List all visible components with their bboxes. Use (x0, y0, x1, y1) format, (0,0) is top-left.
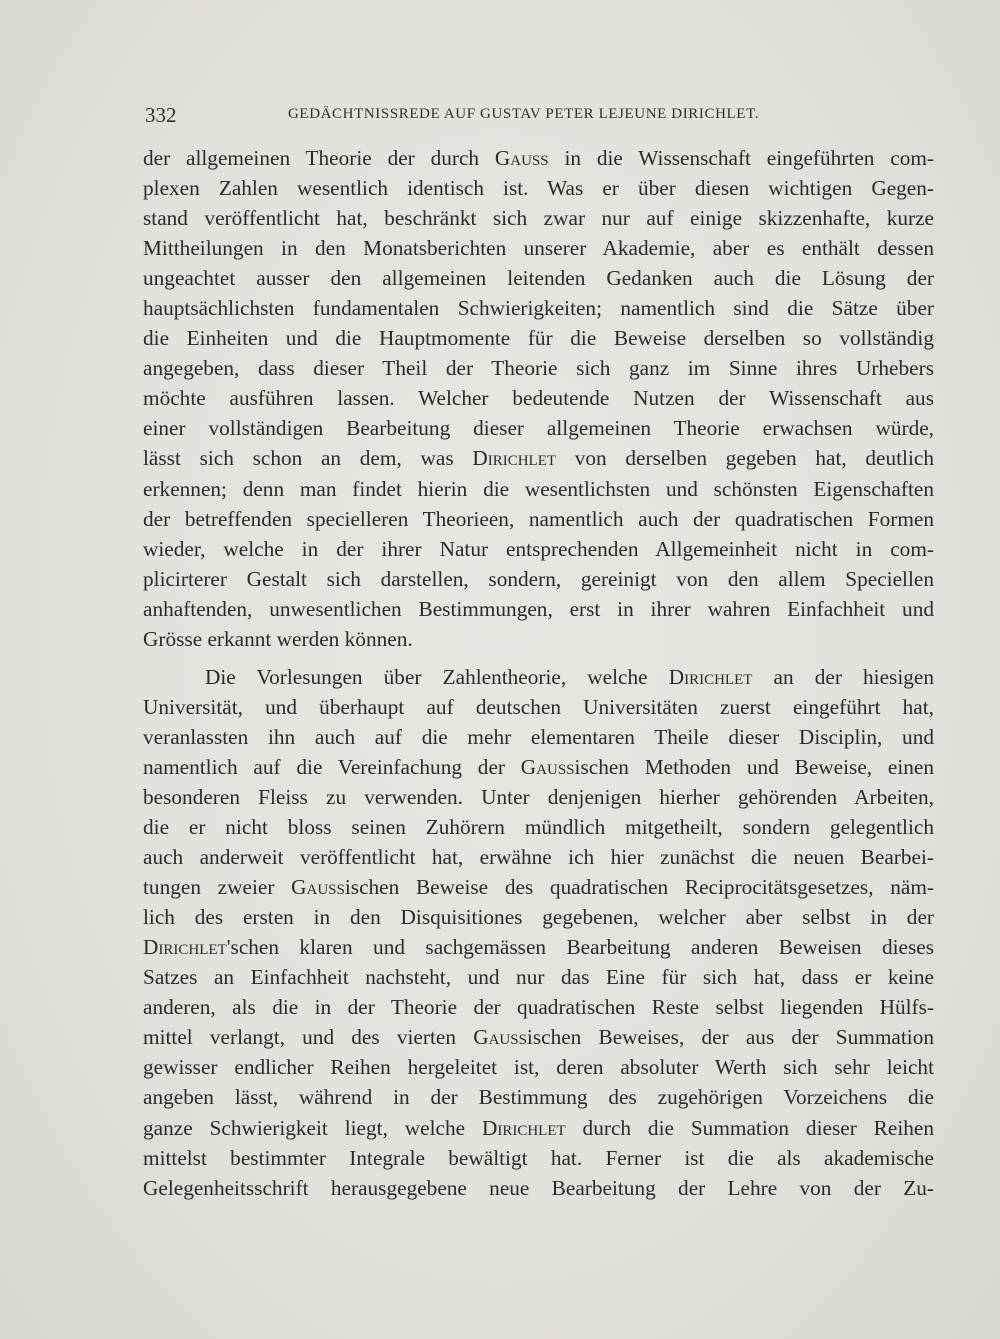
text-line: angeben lässt, während in der Bestimmung des zugehörigen Vorzeichens die (143, 1085, 934, 1110)
text-line: hauptsächlichsten fundamentalen Schwierigkeiten; namentlich sind die Sätze über (143, 296, 934, 321)
small-caps-name: Dirichlet (143, 935, 227, 960)
small-caps-name: Gauss (473, 1025, 527, 1050)
paragraph (143, 662, 934, 1203)
page-number: 332 (145, 103, 177, 127)
paragraph (143, 143, 934, 654)
text-line: der allgemeinen Theorie der durch Gauss in die Wissenschaft eingeführten com- (143, 146, 934, 170)
text-line: Gelegenheitsschrift herausgegebene neue Bearbeitung der Lehre von der Zu- (143, 1175, 934, 1200)
text-line: wieder, welche in der ihrer Natur entsprechenden Allgemeinheit nicht in com- (143, 536, 934, 561)
text-line: angegeben, dass dieser Theil der Theorie sich ganz im Sinne ihres Urhebers (143, 356, 934, 381)
text-line: tungen zweier Gaussischen Beweise des quadratischen Reciprocitätsgesetzes, näm- (143, 875, 934, 900)
text-line: ungeachtet ausser den allgemeinen leitenden Gedanken auch die Lösung der (143, 266, 934, 291)
running-head: GEDÄCHTNISSREDE AUF GUSTAV PETER LEJEUNE DIRICHLET. (288, 106, 760, 122)
text-line: Die Vorlesungen über Zahlentheorie, welche Dirichlet an der hiesigen (205, 664, 934, 689)
text-line: ganze Schwierigkeit liegt, welche Dirichlet durch die Summation dieser Reihen (143, 1115, 934, 1140)
text-line: die er nicht bloss seinen Zuhörern mündlich mitgetheilt, sondern gelegentlich (143, 815, 934, 840)
text-line: Mittheilungen in den Monatsberichten unserer Akademie, aber es enthält dessen (143, 236, 934, 261)
text-line: auch anderweit veröffentlicht hat, erwähne ich hier zunächst die neuen Bearbei- (143, 845, 934, 870)
small-caps-name: Dirichlet (668, 664, 753, 689)
page-header (145, 103, 935, 127)
text-line: lässt sich schon an dem, was Dirichlet von derselben gegeben hat, deutlich (143, 446, 934, 471)
text-line: der betreffenden specielleren Theorieen, namentlich auch der quadratischen Formen (143, 506, 934, 531)
text-line: Grösse erkannt werden können. (143, 626, 413, 651)
text-line: stand veröffentlicht hat, beschränkt sich zwar nur auf einige skizzenhafte, kurze (143, 206, 934, 231)
small-caps-name: Gauss (291, 875, 345, 900)
text-line: mittel verlangt, und des vierten Gaussischen Beweises, der aus der Summation (143, 1025, 934, 1050)
text-line: Dirichlet'schen klaren und sachgemässen Bearbeitung anderen Beweisen dieses (143, 935, 934, 960)
text-line: die Einheiten und die Hauptmomente für die Beweise derselben so vollständig (143, 326, 934, 351)
text-line: gewisser endlicher Reihen hergeleitet ist, deren absoluter Werth sich sehr leicht (143, 1055, 934, 1080)
text-line: Satzes an Einfachheit nachsteht, und nur das Eine für sich hat, dass er keine (143, 965, 934, 990)
text-line: anderen, als die in der Theorie der quadratischen Reste selbst liegenden Hülfs- (143, 995, 934, 1020)
text-line: plicirterer Gestalt sich darstellen, sondern, gereinigt von den allem Speciellen (143, 566, 934, 591)
text-line: Universität, und überhaupt auf deutschen Universitäten zuerst eingeführt hat, (143, 694, 934, 719)
text-line: veranlassten ihn auch auf die mehr elementaren Theile dieser Disciplin, und (143, 724, 934, 749)
small-caps-name: Dirichlet (472, 446, 557, 471)
body-text (143, 143, 934, 1203)
small-caps-name: Gauss (520, 754, 575, 779)
text-line: besonderen Fleiss zu verwenden. Unter denjenigen hierher gehörenden Arbeiten, (143, 784, 934, 809)
text-line: lich des ersten in den Disquisitiones gegebenen, welcher aber selbst in der (143, 905, 934, 930)
paragraph-gap (143, 654, 934, 662)
small-caps-name: Gauss (494, 146, 549, 170)
text-line: erkennen; denn man findet hierin die wesentlichsten und schönsten Eigenschaften (143, 476, 934, 501)
text-line: plexen Zahlen wesentlich identisch ist. Was er über diesen wichtigen Gegen- (143, 176, 934, 201)
text-line: anhaftenden, unwesentlichen Bestimmungen, erst in ihrer wahren Einfachheit und (143, 596, 934, 621)
text-line: mittelst bestimmter Integrale bewältigt hat. Ferner ist die als akademische (143, 1145, 934, 1170)
text-line: namentlich auf die Vereinfachung der Gaussischen Methoden und Beweise, einen (143, 754, 934, 779)
text-line: einer vollständigen Bearbeitung dieser allgemeinen Theorie erwachsen würde, (143, 416, 934, 441)
text-line: möchte ausführen lassen. Welcher bedeutende Nutzen der Wissenschaft aus (143, 386, 934, 411)
small-caps-name: Dirichlet (481, 1115, 566, 1140)
